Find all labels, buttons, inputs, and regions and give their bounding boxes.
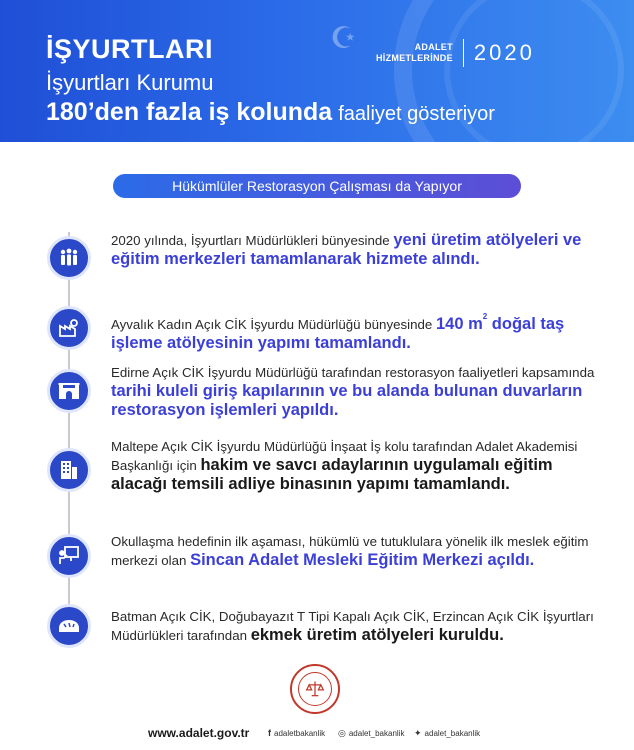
subtitle-bold: 180’den fazla iş kolunda xyxy=(46,98,333,126)
list-item: Ayvalık Kadın Açık CİK İşyurdu Müdürlüğü bünyesinde 140 $m^2$ doğal taş işleme atölyesinin yapımı tamamlandı. xyxy=(111,312,565,352)
instagram-link[interactable]: ◎ adalet_bakanlik xyxy=(338,727,405,738)
facebook-link[interactable]: f adaletbakanlik xyxy=(268,728,326,738)
people-group-icon xyxy=(47,236,91,280)
list-item: Maltepe Açık CİK İşyurdu Müdürlüğü İnşaat İş kolu tarafından Adalet Akademisi Başkanlığı için hakim ve savcı adaylarının uygulamalı eğitim alacağı temsili adliye binasının yapımı tamamlandı. xyxy=(111,439,578,493)
brand-separator xyxy=(463,39,464,67)
list-item: Okullaşma hedefinin ilk aşaması, hükümlü ve tutuklulara yönelik ilk meslek eğitim merkezi olan Sincan Adalet Mesleki Eğitim Merkezi açıldı. xyxy=(111,534,589,569)
header-banner xyxy=(0,0,634,142)
brand-line1: ADALET xyxy=(414,42,453,52)
brand-line2: HİZMETLERİNDE xyxy=(376,53,453,63)
list-item: Edirne Açık CİK İşyurdu Müdürlüğü tarafından restorasyon faaliyetleri kapsamında tarihi kuleli giriş kapılarının ve bu alanda bulunan duvarların restorasyon işlemleri yapıldı. xyxy=(111,365,595,419)
brand-year: 2020 xyxy=(473,40,535,65)
bread-icon xyxy=(47,604,91,648)
brand-logo xyxy=(376,38,535,68)
list-item: Batman Açık CİK, Doğubayazıt T Tipi Kapalı Açık CİK, Erzincan Açık CİK İşyurtları Müdürlükleri tarafından ekmek üretim atölyeleri kuruldu. xyxy=(111,609,594,644)
crescent-star-icon: ☪ xyxy=(330,22,357,55)
arch-gate-icon xyxy=(47,369,91,413)
list-item: 2020 yılında, İşyurtları Müdürlükleri bünyesinde yeni üretim atölyeleri ve eğitim merkezleri tamamlanarak hizmete alındı. xyxy=(111,231,582,268)
twitter-icon: ✦ xyxy=(414,727,422,738)
subtitle-line1: İşyurtları Kurumu xyxy=(46,70,214,95)
twitter-link[interactable]: ✦ adalet_bakanlik xyxy=(414,727,481,738)
building-icon xyxy=(47,448,91,492)
brand-text xyxy=(376,42,453,64)
subtitle-line2 xyxy=(46,98,495,127)
facebook-icon: f xyxy=(268,728,271,738)
presentation-board-icon xyxy=(47,534,91,578)
footer xyxy=(0,716,634,750)
instagram-icon: ◎ xyxy=(338,727,346,738)
website-link[interactable]: www.adalet.gov.tr xyxy=(148,726,250,740)
ministry-seal-icon xyxy=(290,664,340,714)
subtitle-rest: faaliyet gösteriyor xyxy=(338,103,495,125)
section-pill: Hükümlüler Restorasyon Çalışması da Yapıyor xyxy=(113,174,521,198)
factory-gear-icon xyxy=(47,306,91,350)
page-title: İŞYURTLARI xyxy=(46,34,213,64)
